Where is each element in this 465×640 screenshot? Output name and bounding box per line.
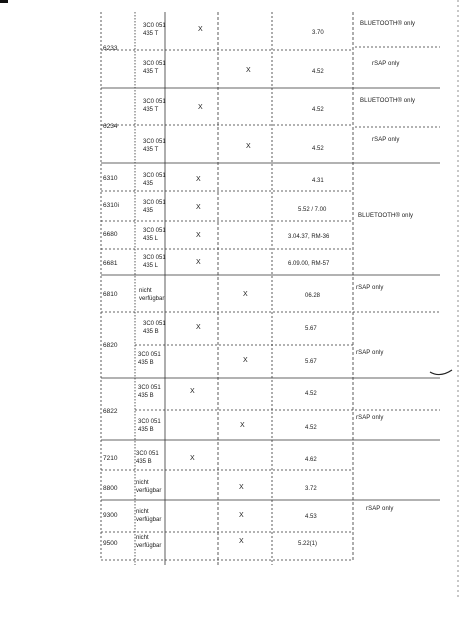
part-number: 3C0 051 435	[143, 200, 166, 214]
version-value: 6.09.00, RM-57	[288, 261, 330, 267]
version-value: 4.52	[312, 146, 324, 152]
model-7210: 7210	[103, 455, 118, 462]
x-mark: X	[240, 422, 245, 429]
version-value: 5.67	[305, 359, 317, 365]
version-value: 5.52 / 7.00	[298, 207, 327, 213]
part-number: 3C0 051 435 B	[138, 352, 161, 366]
row-note: rSAP only	[356, 415, 384, 421]
x-mark: X	[246, 143, 251, 150]
x-mark: X	[246, 67, 251, 74]
row-note: rSAP only	[366, 506, 394, 512]
version-value: 5.67	[305, 326, 317, 332]
version-value: 4.53	[305, 514, 317, 520]
x-mark: X	[243, 291, 248, 298]
model-6234: 6234	[103, 123, 118, 130]
version-value: 4.62	[305, 457, 317, 463]
model-6680: 6680	[103, 231, 118, 238]
part-number: 3C0 051 435 T	[143, 99, 166, 113]
part-number: 3C0 051 435	[143, 173, 166, 187]
row-note: rSAP only	[372, 61, 400, 67]
x-mark: X	[196, 324, 201, 331]
row-note: BLUETOOTH® only	[360, 98, 416, 104]
row-note: BLUETOOTH® only	[360, 21, 416, 27]
version-value: 5.22(1)	[298, 541, 318, 547]
model-6681: 6681	[103, 260, 118, 267]
part-number: 3C0 051 435 B	[143, 321, 166, 335]
x-mark: X	[190, 388, 195, 395]
version-value: 3.04.37, RM-36	[288, 234, 330, 240]
row-note: rSAP only	[356, 285, 384, 291]
part-number: 3C0 051 435 T	[143, 61, 166, 75]
model-6810: 6810	[103, 291, 118, 298]
x-mark: X	[196, 259, 201, 266]
x-mark: X	[198, 104, 203, 111]
row-note: rSAP only	[372, 137, 400, 143]
model-9500: 9500	[103, 540, 118, 547]
version-value: 4.52	[305, 391, 317, 397]
side-note: BLUETOOTH® only	[358, 213, 414, 219]
x-mark: X	[196, 232, 201, 239]
x-mark: X	[196, 204, 201, 211]
x-mark: X	[190, 455, 195, 462]
part-number: nicht verfügbar	[139, 288, 165, 302]
part-number: nicht verfügbar	[136, 535, 162, 549]
part-number: 3C0 051 435 T	[143, 139, 166, 153]
part-number: 3C0 051 435 L	[143, 255, 166, 269]
model-6310: 6310	[103, 175, 118, 182]
row-note: rSAP only	[356, 350, 384, 356]
part-number: nicht verfügbar	[136, 509, 162, 523]
version-value: 06.28	[305, 293, 321, 299]
x-mark: X	[198, 26, 203, 33]
part-number: nicht verfügbar	[136, 480, 162, 494]
x-mark: X	[239, 512, 244, 519]
x-mark: X	[239, 538, 244, 545]
version-value: 4.52	[312, 69, 324, 75]
part-number: 3C0 051 435 L	[143, 228, 166, 242]
x-mark: X	[239, 484, 244, 491]
model-6822: 6822	[103, 408, 118, 415]
version-value: 3.70	[312, 30, 324, 36]
part-number: 3C0 051 435 B	[136, 451, 159, 465]
model-6310i: 6310i	[103, 202, 119, 209]
version-value: 4.31	[312, 178, 324, 184]
x-mark: X	[196, 176, 201, 183]
part-number: 3C0 051 435 B	[138, 419, 161, 433]
model-9300: 9300	[103, 512, 118, 519]
model-6820: 6820	[103, 342, 118, 349]
model-8800: 8800	[103, 485, 118, 492]
version-value: 3.72	[305, 486, 317, 492]
version-value: 4.52	[312, 107, 324, 113]
x-mark: X	[243, 357, 248, 364]
model-6233: 6233	[103, 45, 118, 52]
part-number: 3C0 051 435 B	[138, 385, 161, 399]
part-number: 3C0 051 435 T	[143, 23, 166, 37]
version-value: 4.52	[305, 425, 317, 431]
